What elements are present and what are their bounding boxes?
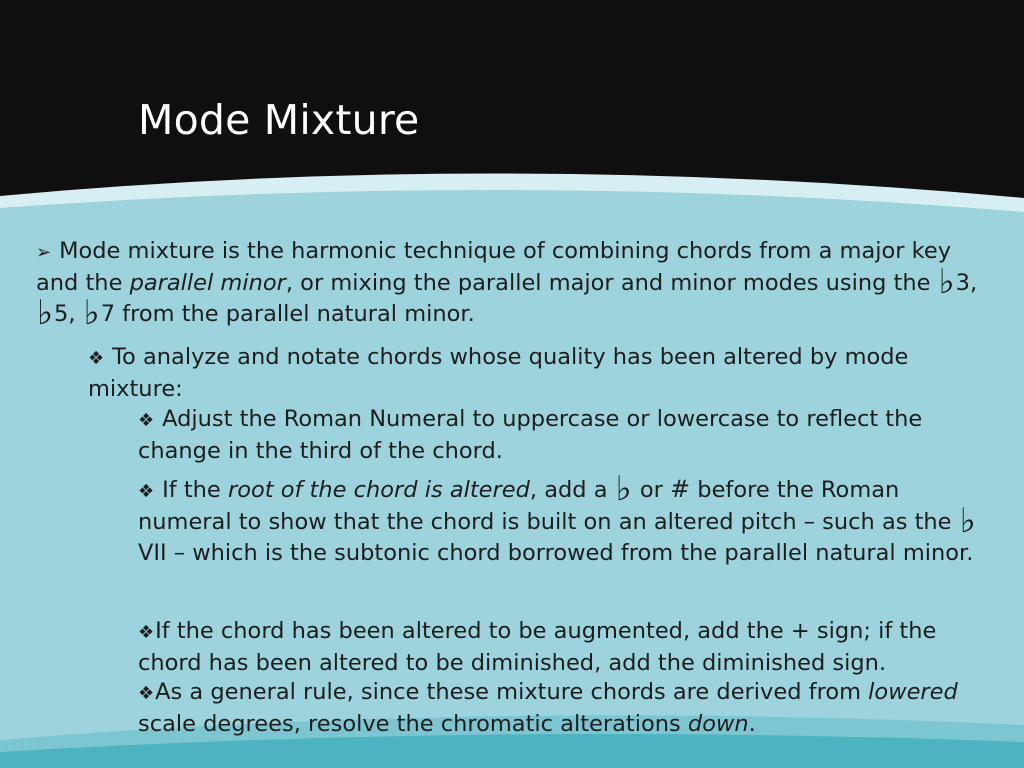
degree-7: 7 from the parallel natural minor.	[100, 301, 475, 327]
definition-text: is the harmonic technique of combining chords from a major key and the	[36, 238, 952, 296]
rule-text-4: before the Roman numeral to show that the chord is built on an altered pitch – such as the	[138, 477, 959, 535]
diamond-bullet-icon: ❖	[138, 622, 155, 643]
italic-lowered: lowered	[868, 679, 958, 705]
rule-augmented-diminished	[138, 616, 978, 679]
rule-text-2: , add a	[529, 477, 615, 503]
rule-text: If the chord has been altered to be augmented, add the + sign; if the chord has been altered to be diminished, add the diminished sign.	[138, 618, 937, 676]
diamond-bullet-icon: ❖	[138, 683, 155, 704]
flat-icon: ♭	[615, 469, 632, 509]
rule-text-3: or	[632, 477, 671, 503]
degree-5: 5,	[54, 301, 83, 327]
rule-text: Adjust the Roman Numeral to uppercase or lowercase to reflect the change in the third of the chord.	[138, 406, 923, 464]
italic-root-altered: root of the chord is altered	[227, 477, 530, 503]
analysis-text: To analyze and notate chords whose quality has been altered by mode mixture:	[88, 344, 909, 402]
rule-uppercase-lowercase	[138, 404, 978, 467]
flat-icon: ♭	[83, 293, 100, 333]
analysis-paragraph	[88, 342, 988, 405]
italic-down: down	[687, 711, 749, 737]
slide-title: Mode Mixture	[138, 96, 420, 144]
rule-text-2: scale degrees, resolve the chromatic alterations	[138, 711, 688, 737]
flat-icon: ♭	[938, 262, 955, 302]
rule-text-3: .	[748, 711, 756, 737]
diamond-bullet-icon: ❖	[138, 410, 155, 431]
diamond-bullet-icon: ❖	[88, 348, 105, 369]
rule-text: If the	[162, 477, 228, 503]
sharp-icon: #	[670, 475, 691, 503]
flat-icon: ♭	[959, 501, 976, 541]
italic-parallel-minor: parallel minor	[129, 270, 286, 296]
definition-text-2: , or mixing the parallel major and minor modes using the	[285, 270, 938, 296]
term-mode-mixture: Mode mixture	[59, 238, 215, 264]
definition-paragraph	[36, 236, 996, 333]
degree-3: 3,	[955, 270, 978, 296]
flat-icon: ♭	[37, 293, 54, 333]
diamond-bullet-icon: ❖	[138, 481, 155, 502]
rule-resolve-down	[138, 677, 978, 740]
arrow-bullet-icon: ➢	[36, 242, 52, 263]
rule-text-5: VII – which is the subtonic chord borrowed from the parallel natural minor.	[138, 540, 974, 566]
rule-altered-root	[138, 469, 978, 569]
rule-text: As a general rule, since these mixture chords are derived from	[155, 679, 869, 705]
